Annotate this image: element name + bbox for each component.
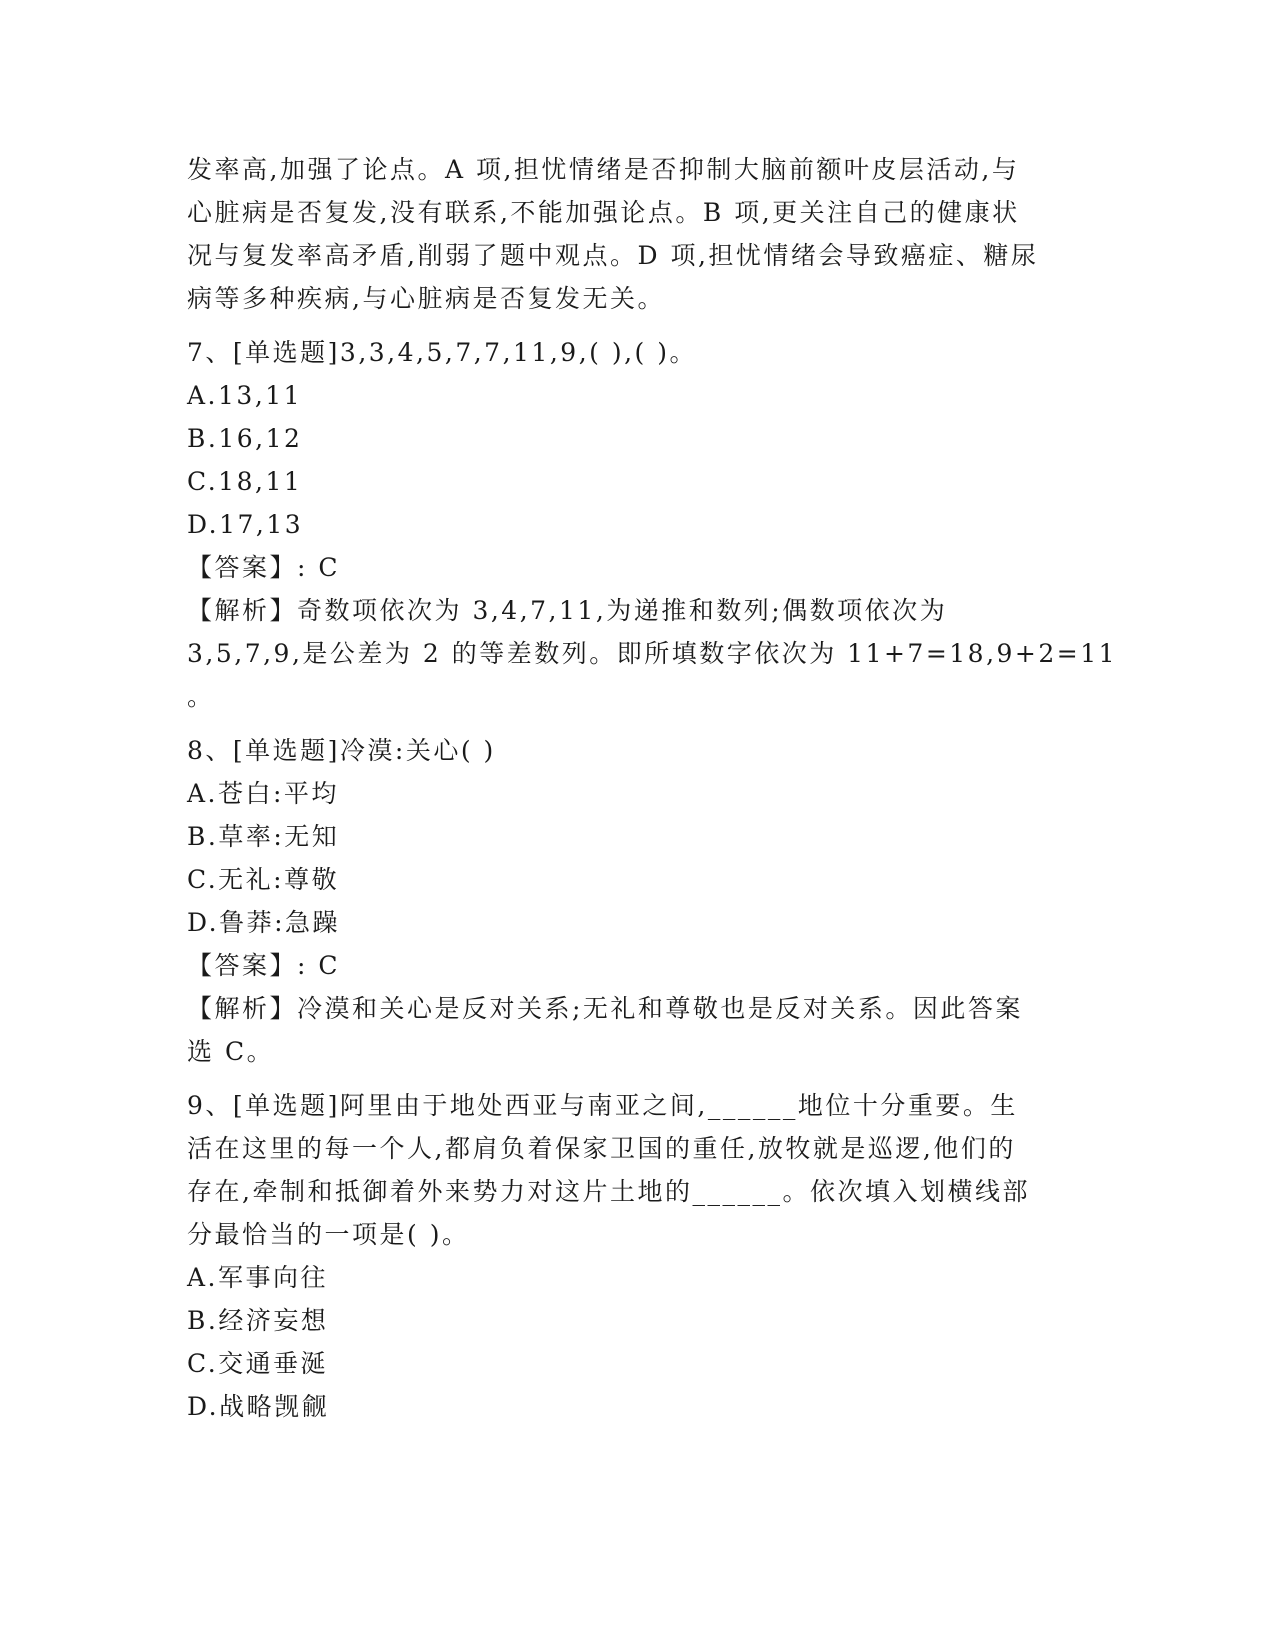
question-text: 活在这里的每一个人,都肩负着保家卫国的重任,放牧就是巡逻,他们的 — [187, 1134, 1016, 1163]
explanation-line: 3,5,7,9,是公差为 2 的等差数列。即所填数字依次为 11+7=18,9+2=11 — [187, 639, 1118, 668]
answer-line: 【答案】: C — [187, 553, 340, 582]
question-text: 存在,牵制和抵御着外来势力对这片土地的______。依次填入划横线部 — [187, 1177, 1030, 1206]
option-a: A.军事向往 — [187, 1263, 329, 1292]
explanation-line: 【解析】奇数项依次为 3,4,7,11,为递推和数列;偶数项依次为 — [187, 596, 948, 625]
question-text: 7、[单选题]3,3,4,5,7,7,11,9,( ),( )。 — [187, 338, 697, 367]
question-9 — [187, 1084, 1087, 1428]
answer-line: 【答案】: C — [187, 951, 340, 980]
explanation-line: 发率高,加强了论点。A 项,担忧情绪是否抑制大脑前额叶皮层活动,与 — [187, 155, 1020, 184]
option-b: B.草率:无知 — [187, 822, 340, 851]
question-text: 9、[单选题]阿里由于地处西亚与南亚之间,______地位十分重要。生 — [187, 1091, 1018, 1120]
question-8 — [187, 729, 1087, 1073]
question-text: 8、[单选题]冷漠:关心( ) — [187, 736, 496, 765]
option-b: B.经济妄想 — [187, 1306, 329, 1335]
option-b: B.16,12 — [187, 424, 303, 453]
explanation-line: 心脏病是否复发,没有联系,不能加强论点。B 项,更关注自己的健康状 — [187, 198, 1020, 227]
option-a: A.苍白:平均 — [187, 779, 339, 808]
question-7 — [187, 331, 1118, 718]
explanation-line: 【解析】冷漠和关心是反对关系;无礼和尊敬也是反对关系。因此答案 — [187, 994, 1023, 1023]
question-text: 分最恰当的一项是( )。 — [187, 1220, 470, 1249]
option-a: A.13,11 — [187, 381, 303, 410]
option-d: D.鲁莽:急躁 — [187, 908, 341, 937]
option-c: C.无礼:尊敬 — [187, 865, 340, 894]
explanation-line: 况与复发率高矛盾,削弱了题中观点。D 项,担忧情绪会导致癌症、糖尿 — [187, 241, 1039, 270]
option-c: C.18,11 — [187, 467, 303, 496]
option-c: C.交通垂涎 — [187, 1349, 329, 1378]
explanation-line: 。 — [187, 682, 215, 711]
option-d: D.战略觊觎 — [187, 1392, 330, 1421]
explanation-line: 病等多种疾病,与心脏病是否复发无关。 — [187, 284, 665, 313]
document-page — [187, 148, 1118, 1428]
intro-explanation — [187, 148, 1087, 320]
explanation-line: 选 C。 — [187, 1037, 275, 1066]
option-d: D.17,13 — [187, 510, 304, 539]
